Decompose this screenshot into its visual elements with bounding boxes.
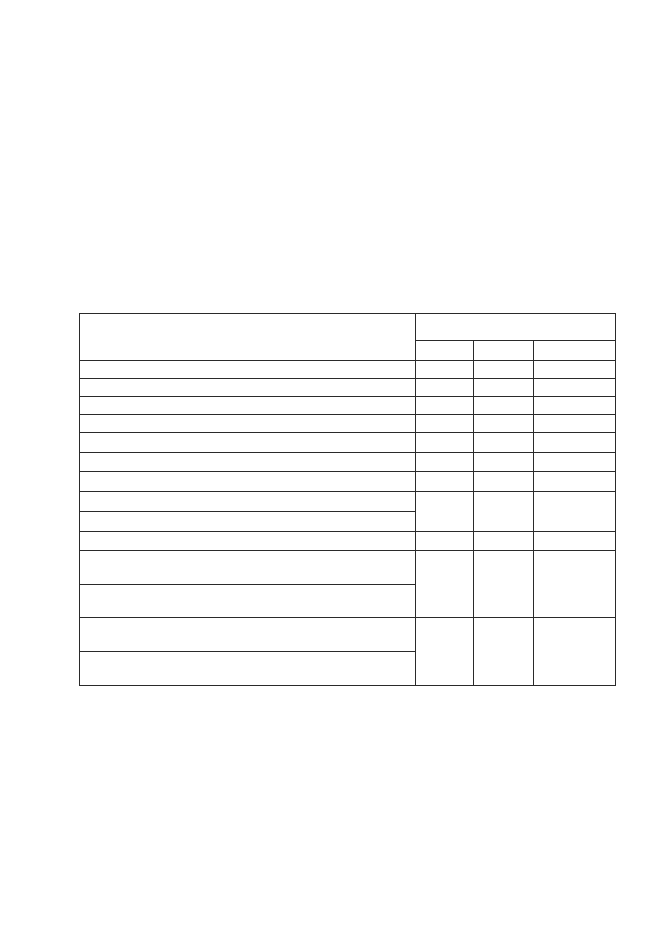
table-row [80,433,616,453]
table-row [80,492,616,512]
mark-cell [474,532,534,551]
table-row [80,532,616,551]
mark-cell [534,433,616,453]
row-name [80,618,416,652]
mark-cell [474,618,534,686]
mark-cell [474,361,534,379]
table-caption [79,293,81,303]
mark-cell [416,492,474,532]
table-row [80,551,616,585]
col-type-standard [474,341,534,361]
mark-cell [534,492,616,532]
mark-cell [416,551,474,618]
row-name [80,397,416,415]
table-row [80,361,616,379]
mark-cell [474,415,534,433]
mark-cell [416,433,474,453]
row-name [80,551,416,585]
table-row [80,379,616,397]
row-name [80,453,416,472]
mark-cell [534,379,616,397]
mark-cell [416,472,474,492]
mark-cell [416,532,474,551]
table-row [80,397,616,415]
mark-cell [534,415,616,433]
col-type-reinforced [416,341,474,361]
mark-cell [474,433,534,453]
mark-cell [474,379,534,397]
mark-cell [534,618,616,686]
row-name [80,415,416,433]
mark-cell [474,551,534,618]
qualification-tests-table [79,313,616,686]
col-type-architectural [534,341,616,361]
mark-cell [534,397,616,415]
mark-cell [474,472,534,492]
mark-cell [416,415,474,433]
row-name [80,361,416,379]
row-name [80,433,416,453]
mark-cell [474,453,534,472]
table-row [80,618,616,652]
mark-cell [416,453,474,472]
row-name [80,492,416,512]
row-name [80,512,416,532]
row-name [80,472,416,492]
table-row [80,415,616,433]
mark-cell [416,618,474,686]
mark-cell [534,453,616,472]
mark-cell [534,361,616,379]
mark-cell [534,472,616,492]
mark-cell [474,492,534,532]
mark-cell [416,379,474,397]
mark-cell [534,551,616,618]
mark-cell [416,397,474,415]
row-name [80,652,416,686]
mark-cell [534,532,616,551]
table-row [80,472,616,492]
row-name [80,532,416,551]
mark-cell [416,361,474,379]
mark-cell [474,397,534,415]
table-header-row [80,314,616,341]
col-name-header [80,314,416,361]
row-name [80,585,416,618]
row-name [80,379,416,397]
col-group-header [416,314,616,341]
table-row [80,453,616,472]
